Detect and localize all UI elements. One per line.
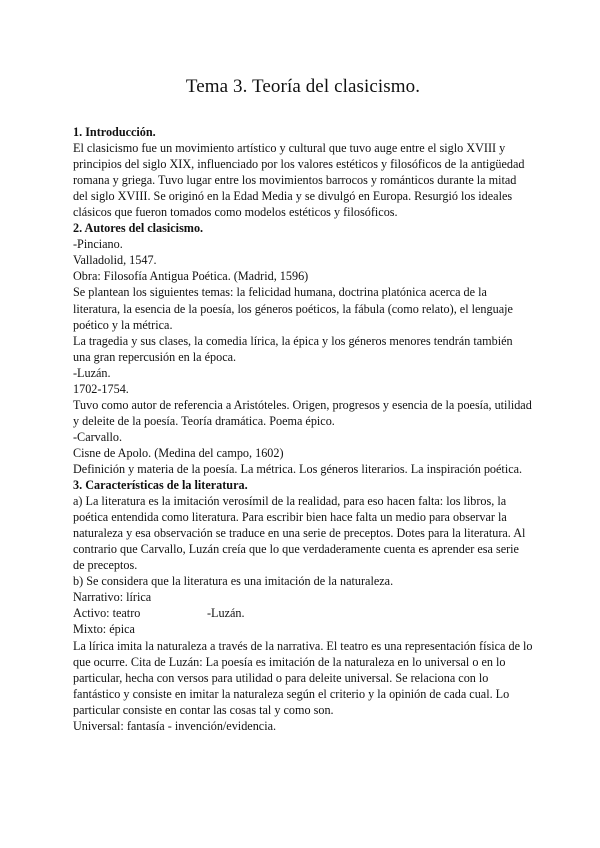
item-b-paragraph: b) Se considera que la literatura es una imitación de la naturaleza. (73, 574, 394, 589)
activo-line: Activo: teatro (73, 606, 141, 621)
document-body (73, 124, 533, 734)
luzan-tag: -Luzán. (207, 606, 245, 621)
author-pinciano-place: Valladolid, 1547. (73, 253, 157, 268)
author-luzan-years: 1702-1754. (73, 381, 129, 396)
author-pinciano-tragedy: La tragedia y sus clases, la comedia lírica, la épica y los géneros menores tendrán también una gran repercusión en la época. (73, 333, 513, 364)
mixto-line: Mixto: épica (73, 622, 135, 637)
author-carvallo-name: -Carvallo. (73, 429, 123, 444)
item-a-paragraph: a) La literatura es la imitación verosímil de la realidad, para eso hacen falta: los libros, la poética entendida como literatura. Para escribir bien hace falta un medio para observar la naturaleza y esa observación se traduce en una serie de preceptos. Dotes para la literatura. Al contrario que Carvallo, Luzán creía que lo que verdaderamente cuenta es aprender esa serie de preceptos. (73, 494, 526, 573)
author-pinciano-name: -Pinciano. (73, 237, 123, 252)
section-heading-autores: 2. Autores del clasicismo. (73, 221, 204, 236)
author-luzan-text: Tuvo como autor de referencia a Aristóteles. Origen, progresos y esencia de la poesía, utilidad y deleite de la poesía. Teoría dramática. Poema épico. (73, 397, 532, 428)
narrativo-line: Narrativo: lírica (73, 590, 152, 605)
author-luzan-name: -Luzán. (73, 365, 111, 380)
activo-row (73, 605, 533, 621)
author-carvallo-text: Definición y materia de la poesía. La métrica. Los géneros literarios. La inspiración poética. (73, 461, 523, 476)
intro-paragraph: El clasicismo fue un movimiento artístico y cultural que tuvo auge entre el siglo XVIII y principios del siglo XIX, influenciado por los valores estéticos y filosóficos de la antigüedad romana y griega. Tuvo lugar entre los movimientos barrocos y románticos durante la mitad del siglo XVIII. Se originó en la Edad Media y se divulgó en Europa. Resurgió los ideales clásicos que fueron tomados como modelos estéticos y filosóficos. (73, 141, 525, 220)
author-carvallo-work: Cisne de Apolo. (Medina del campo, 1602) (73, 445, 284, 460)
lirica-paragraph: La lírica imita la naturaleza a través de la narrativa. El teatro es una representación física de lo que ocurre. Cita de Luzán: La poesía es imitación de la naturaleza en lo universal o en lo particular, hecha con versos para utilidad o para deleite universal. Se relaciona con lo fantástico y consiste en imitar la naturaleza según el criterio y la opinión de cada cual. Lo particular consiste en contar las cosas tal y como son. (73, 638, 533, 717)
author-pinciano-topics: Se plantean los siguientes temas: la felicidad humana, doctrina platónica acerca de la literatura, la esencia de la poesía, los géneros poéticos, la fábula (como relato), el lenguaje poético y la métrica. (73, 285, 513, 332)
section-heading-introduccion: 1. Introducción. (73, 125, 156, 139)
universal-line: Universal: fantasía - invención/evidencia. (73, 718, 277, 733)
section-heading-caracteristicas: 3. Características de la literatura. (73, 478, 248, 493)
document-title: Tema 3. Teoría del clasicismo. (185, 76, 421, 97)
author-pinciano-work: Obra: Filosofía Antigua Poética. (Madrid, 1596) (73, 269, 309, 284)
